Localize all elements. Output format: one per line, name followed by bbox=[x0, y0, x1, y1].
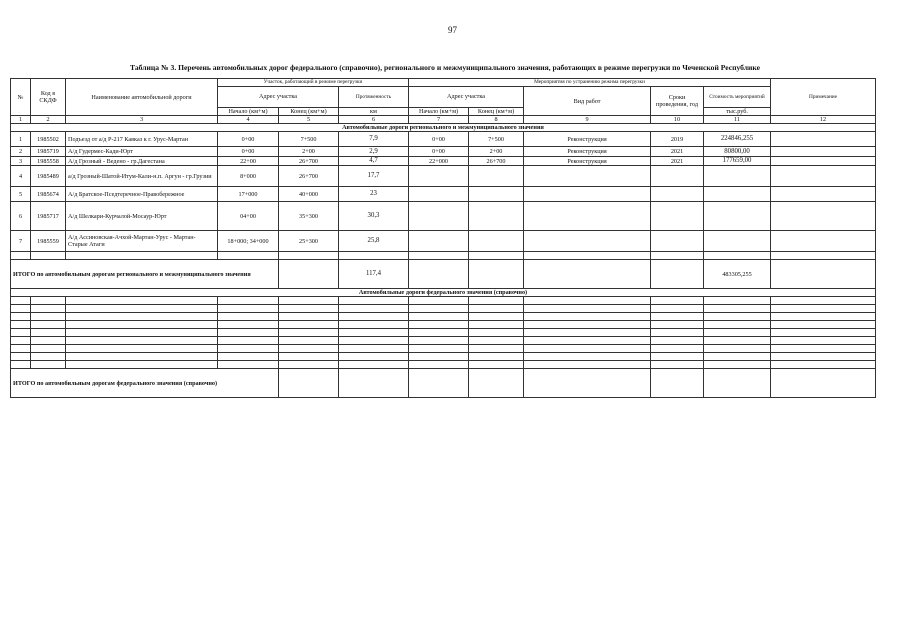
row-year bbox=[651, 187, 704, 202]
row-measures-end bbox=[469, 187, 524, 202]
row-num: 7 bbox=[11, 231, 31, 252]
table-title: Таблица № 3. Перечень автомобильных дорог федерального (справочно), регионального и межмуниципального значения, работающих в режиме перегрузки по Чеченской Республике bbox=[130, 63, 760, 72]
row-cost bbox=[704, 166, 771, 187]
row-end: 26+700 bbox=[279, 157, 339, 166]
row-num: 6 bbox=[11, 202, 31, 231]
row-end: 2+00 bbox=[279, 147, 339, 157]
row-road-name: А/д Грозный - Ведено - гр.Дагестана bbox=[66, 157, 218, 166]
row-length: 23 bbox=[339, 187, 409, 202]
row-end: 40+000 bbox=[279, 187, 339, 202]
empty-row bbox=[11, 321, 876, 329]
row-measures-start bbox=[409, 202, 469, 231]
row-num: 2 bbox=[11, 147, 31, 157]
row-road-name: Подъезд от а/д Р-217 Кавказ к г. Урус-Мартан bbox=[66, 132, 218, 147]
empty-row bbox=[11, 305, 876, 313]
row-year bbox=[651, 231, 704, 252]
empty-row bbox=[11, 329, 876, 337]
row-note bbox=[771, 231, 876, 252]
empty-row bbox=[11, 252, 876, 260]
table-row bbox=[11, 166, 876, 187]
header-note: Примечание bbox=[771, 79, 876, 116]
row-num: 4 bbox=[11, 166, 31, 187]
row-measures-end: 7+500 bbox=[469, 132, 524, 147]
empty-row bbox=[11, 297, 876, 305]
row-cost bbox=[704, 202, 771, 231]
header-code: Код в СКДФ bbox=[31, 79, 66, 116]
row-measures-end bbox=[469, 202, 524, 231]
column-number: 4 bbox=[218, 116, 279, 124]
header-cost-unit: тыс.руб. bbox=[704, 108, 771, 116]
row-measures-start: 0+00 bbox=[409, 132, 469, 147]
row-start: 0+00 bbox=[218, 147, 279, 157]
row-note bbox=[771, 187, 876, 202]
row-length: 7,9 bbox=[339, 132, 409, 147]
row-year bbox=[651, 166, 704, 187]
empty-row bbox=[11, 313, 876, 321]
header-num: № bbox=[11, 79, 31, 116]
row-work-type bbox=[524, 202, 651, 231]
row-start: 17+000 bbox=[218, 187, 279, 202]
row-road-name: А/д Ассиновская-Ачхой-Мартан-Урус - Мартан-Старые Атаги bbox=[66, 231, 218, 252]
header-road-name: Наименование автомобильной дороги bbox=[66, 79, 218, 116]
row-work-type: Реконструкция bbox=[524, 147, 651, 157]
row-measures-start bbox=[409, 187, 469, 202]
table-row bbox=[11, 147, 876, 157]
row-note bbox=[771, 202, 876, 231]
empty-row bbox=[11, 353, 876, 361]
row-start: 18+000; 34+000 bbox=[218, 231, 279, 252]
row-num: 5 bbox=[11, 187, 31, 202]
column-number: 9 bbox=[524, 116, 651, 124]
row-year bbox=[651, 202, 704, 231]
row-length: 30,3 bbox=[339, 202, 409, 231]
empty-row bbox=[11, 345, 876, 353]
total-regional-row bbox=[11, 260, 876, 289]
header-km-unit: км bbox=[339, 108, 409, 116]
row-measures-start: 0+00 bbox=[409, 147, 469, 157]
row-work-type bbox=[524, 231, 651, 252]
table-row bbox=[11, 231, 876, 252]
section-federal-heading: Автомобильные дороги федерального значения (справочно) bbox=[11, 289, 876, 297]
row-num: 3 bbox=[11, 157, 31, 166]
row-code: 1985717 bbox=[31, 202, 66, 231]
row-work-type: Реконструкция bbox=[524, 132, 651, 147]
column-number: 10 bbox=[651, 116, 704, 124]
row-cost bbox=[704, 187, 771, 202]
empty-row bbox=[11, 337, 876, 345]
row-end: 26+700 bbox=[279, 166, 339, 187]
column-number: 6 bbox=[339, 116, 409, 124]
total-federal-row bbox=[11, 369, 876, 398]
row-road-name: А/д Гудермес-Кади-Юрт bbox=[66, 147, 218, 157]
row-note bbox=[771, 157, 876, 166]
row-note bbox=[771, 166, 876, 187]
header-address: Адрес участка bbox=[218, 87, 339, 108]
header-measures-address: Адрес участка bbox=[409, 87, 524, 108]
row-year: 2021 bbox=[651, 157, 704, 166]
header-measures-start-km: Начало (км+м) bbox=[409, 108, 469, 116]
row-code: 1985674 bbox=[31, 187, 66, 202]
row-code: 1985489 bbox=[31, 166, 66, 187]
header-end-km: Конец (км+м) bbox=[279, 108, 339, 116]
total-regional-cost: 483305,255 bbox=[704, 260, 771, 289]
row-start: 8+000 bbox=[218, 166, 279, 187]
row-road-name: А/д Братское-Пседтеречное-Правобережное bbox=[66, 187, 218, 202]
roads-table bbox=[10, 78, 876, 398]
empty-row bbox=[11, 361, 876, 369]
header-cost: Стоимость мероприятий bbox=[704, 87, 771, 108]
row-measures-start: 22+000 bbox=[409, 157, 469, 166]
row-length: 2,9 bbox=[339, 147, 409, 157]
row-measures-end: 26+700 bbox=[469, 157, 524, 166]
column-number: 1 bbox=[11, 116, 31, 124]
row-cost: 80800,00 bbox=[704, 147, 771, 157]
column-number: 12 bbox=[771, 116, 876, 124]
row-code: 1985719 bbox=[31, 147, 66, 157]
total-federal-label: ИТОГО по автомобильным дорогам федерального значения (справочно) bbox=[11, 369, 279, 398]
total-regional-label: ИТОГО по автомобильным дорогам регионального и межмуниципального значения bbox=[11, 260, 279, 289]
column-number: 8 bbox=[469, 116, 524, 124]
column-number: 7 bbox=[409, 116, 469, 124]
header-start-km: Начало (км+м) bbox=[218, 108, 279, 116]
header-measures-group: Мероприятия по устранению режима перегрузки bbox=[409, 79, 771, 87]
section-regional-heading: Автомобильные дороги регионального и межмуниципального значения bbox=[11, 124, 876, 132]
row-cost: 177659,00 bbox=[704, 157, 771, 166]
row-length: 4,7 bbox=[339, 157, 409, 166]
header-work-type: Вид работ bbox=[524, 87, 651, 116]
row-year: 2019 bbox=[651, 132, 704, 147]
row-measures-start bbox=[409, 231, 469, 252]
row-note bbox=[771, 132, 876, 147]
column-number: 11 bbox=[704, 116, 771, 124]
row-measures-end: 2+00 bbox=[469, 147, 524, 157]
row-end: 7+500 bbox=[279, 132, 339, 147]
row-start: 04+00 bbox=[218, 202, 279, 231]
row-start: 0+00 bbox=[218, 132, 279, 147]
column-number: 3 bbox=[66, 116, 218, 124]
header-overload-group: Участок, работающий в режиме перегрузки bbox=[218, 79, 409, 87]
row-start: 22+00 bbox=[218, 157, 279, 166]
row-code: 1985558 bbox=[31, 157, 66, 166]
header-length: Протяженность bbox=[339, 87, 409, 108]
row-road-name: а/д Грозный-Шатой-Итум-Кали-н.п. Аргун - гр.Грузии bbox=[66, 166, 218, 187]
row-work-type: Реконструкция bbox=[524, 157, 651, 166]
row-measures-end bbox=[469, 231, 524, 252]
row-year: 2021 bbox=[651, 147, 704, 157]
header-measures-end-km: Конец (км+м) bbox=[469, 108, 524, 116]
table-row bbox=[11, 187, 876, 202]
header-term: Сроки проведения, год bbox=[651, 87, 704, 116]
row-end: 25+300 bbox=[279, 231, 339, 252]
column-numbers-row bbox=[11, 116, 876, 124]
row-length: 17,7 bbox=[339, 166, 409, 187]
row-cost: 224846,255 bbox=[704, 132, 771, 147]
table-row bbox=[11, 202, 876, 231]
column-number: 2 bbox=[31, 116, 66, 124]
column-number: 5 bbox=[279, 116, 339, 124]
total-regional-length: 117,4 bbox=[339, 260, 409, 289]
row-note bbox=[771, 147, 876, 157]
page-number: 97 bbox=[448, 25, 457, 35]
row-measures-end bbox=[469, 166, 524, 187]
row-measures-start bbox=[409, 166, 469, 187]
table-row bbox=[11, 157, 876, 166]
row-num: 1 bbox=[11, 132, 31, 147]
row-work-type bbox=[524, 166, 651, 187]
table-row bbox=[11, 132, 876, 147]
row-work-type bbox=[524, 187, 651, 202]
row-length: 25,8 bbox=[339, 231, 409, 252]
row-cost bbox=[704, 231, 771, 252]
row-road-name: А/д Шелкари-Курчалой-Мосаур-Юрт bbox=[66, 202, 218, 231]
row-end: 35+300 bbox=[279, 202, 339, 231]
row-code: 1985559 bbox=[31, 231, 66, 252]
row-code: 1985502 bbox=[31, 132, 66, 147]
